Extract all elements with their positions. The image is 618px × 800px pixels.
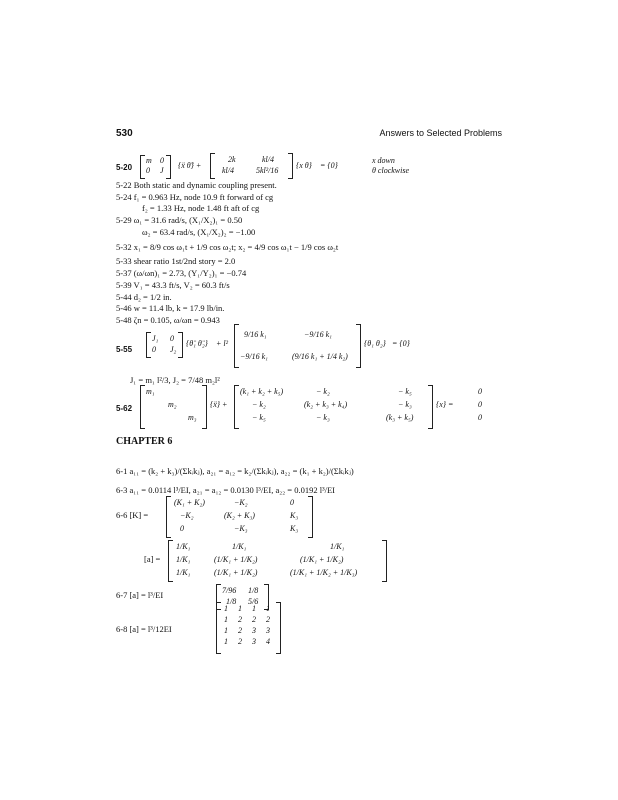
matrix-cell: 3 bbox=[266, 626, 270, 635]
bracket bbox=[382, 540, 387, 582]
bracket bbox=[140, 385, 145, 429]
bracket bbox=[288, 153, 293, 179]
running-title: Answers to Selected Problems bbox=[379, 128, 502, 138]
bracket bbox=[140, 155, 145, 179]
answer-5-29a: 5-29 ω₁ = 31.6 rad/s, (X₁/X₂)₁ = 0.50 bbox=[116, 215, 243, 225]
answer-5-37: 5-37 (ω/ωn)₁ = 2.73, (Y₁/Y₂)₁ = −0.74 bbox=[116, 268, 247, 278]
matrix-cell: K₃ bbox=[290, 524, 299, 533]
matrix-cell: − k₅ bbox=[398, 387, 412, 396]
matrix-cell: (k₂ + k₃ + k₄) bbox=[304, 400, 348, 409]
bracket bbox=[234, 324, 239, 368]
matrix-cell: 1 bbox=[224, 604, 228, 613]
matrix-cell: J bbox=[160, 166, 164, 175]
matrix-cell: 1/K₁ bbox=[232, 542, 247, 551]
matrix-cell: 1 bbox=[224, 626, 228, 635]
answer-5-39: 5-39 V₁ = 43.3 ft/s, V₂ = 60.3 ft/s bbox=[116, 280, 230, 290]
answer-5-32: 5-32 x₁ = 8/9 cos ω₁t + 1/9 cos ω₂t; x₂ = 4/9 cos ω₁t − 1/9 cos ω₂t bbox=[116, 242, 339, 252]
matrix-cell: −9/16 k₁ bbox=[304, 330, 332, 339]
rhs: = {0} bbox=[392, 339, 410, 348]
bracket bbox=[276, 602, 281, 654]
bracket bbox=[168, 540, 173, 582]
matrix-cell: J₁ bbox=[152, 334, 159, 343]
bracket bbox=[202, 385, 207, 429]
problem-5-20-label: 5-20 bbox=[116, 163, 133, 172]
bracket bbox=[428, 385, 433, 429]
matrix-cell: 2 bbox=[238, 615, 242, 624]
matrix-cell: K₃ bbox=[290, 511, 299, 520]
matrix-cell: 1/8 bbox=[226, 597, 237, 606]
matrix-cell: 2 bbox=[238, 637, 242, 646]
answer-6-6-a-label: [a] = bbox=[144, 554, 161, 564]
matrix-cell: (1/K₁ + 1/K₂) bbox=[214, 568, 258, 577]
matrix-cell: 0 bbox=[478, 400, 482, 409]
matrix-cell: 0 bbox=[478, 413, 482, 422]
bracket bbox=[216, 602, 221, 654]
matrix-cell: 5/6 bbox=[248, 597, 259, 606]
matrix-cell: 5kl²/16 bbox=[256, 166, 279, 175]
matrix-cell: 2 bbox=[238, 626, 242, 635]
answer-5-44: 5-44 d₂ = 1/2 in. bbox=[116, 292, 172, 302]
page-number: 530 bbox=[116, 128, 133, 139]
matrix-cell: − k₂ bbox=[316, 387, 330, 396]
note: x down bbox=[372, 156, 395, 165]
problem-5-55-label: 5-55 bbox=[116, 345, 133, 354]
matrix-cell: − k₃ bbox=[398, 400, 412, 409]
matrix-cell: (K₁ + K₂) bbox=[174, 498, 205, 507]
matrix-cell: (1/K₁ + 1/K₂) bbox=[300, 555, 344, 564]
answer-6-8-label: 6-8 [a] = l³/12EI bbox=[116, 624, 172, 634]
matrix-cell: 0 bbox=[160, 156, 164, 165]
bracket bbox=[166, 155, 171, 179]
answer-6-7-label: 6-7 [a] = l³/EI bbox=[116, 590, 164, 600]
matrix-cell: (k₁ + k₂ + k₅) bbox=[240, 387, 284, 396]
matrix-cell: J₂ bbox=[170, 345, 177, 354]
answer-5-55-j: J₁ = m₁ l²/3, J₂ = 7/48 m₂l² bbox=[130, 375, 220, 385]
matrix-cell: 0 bbox=[180, 524, 184, 533]
answer-5-48: 5-48 ζn = 0.105, ω/ωn = 0.943 bbox=[116, 315, 220, 325]
matrix-cell: − k₅ bbox=[252, 413, 266, 422]
matrix-cell: 1 bbox=[224, 637, 228, 646]
answer-6-3: 6-3 a₁₁ = 0.0114 l³/EI, a₂₁ = a₁₂ = 0.0130 l³/EI, a₂₂ = 0.0192 l³/EI bbox=[116, 485, 335, 495]
matrix-cell: (1/K₁ + 1/K₂) bbox=[214, 555, 258, 564]
page-header bbox=[116, 128, 502, 142]
bracket bbox=[146, 332, 151, 358]
matrix-cell: 0 bbox=[478, 387, 482, 396]
matrix-cell: kl/4 bbox=[222, 166, 234, 175]
answer-5-29b: ω₂ = 63.4 rad/s, (X₁/X₂)₂ = −1.00 bbox=[142, 227, 256, 237]
matrix-cell: (9/16 k₁ + 1/4 k₂) bbox=[292, 352, 348, 361]
matrix-cell: m₂ bbox=[168, 400, 177, 409]
matrix-cell: 7/96 bbox=[222, 586, 237, 595]
bracket bbox=[178, 332, 183, 358]
bracket bbox=[234, 385, 239, 429]
l-squared: + l² bbox=[216, 339, 229, 348]
matrix-cell: −K₂ bbox=[234, 498, 248, 507]
matrix-cell: (K₂ + K₃) bbox=[224, 511, 255, 520]
matrix-cell: 1 bbox=[238, 604, 242, 613]
answer-6-6-label: 6-6 [K] = bbox=[116, 510, 149, 520]
matrix-cell: 1 bbox=[224, 615, 228, 624]
matrix-cell: m₃ bbox=[188, 413, 197, 422]
matrix-cell: 1/K₁ bbox=[176, 542, 191, 551]
matrix-cell: 0 bbox=[152, 345, 156, 354]
note: θ clockwise bbox=[372, 166, 410, 175]
answer-5-24a: 5-24 f₁ = 0.963 Hz, node 10.9 ft forward of cg bbox=[116, 192, 274, 202]
matrix-cell: 2 bbox=[252, 615, 256, 624]
matrix-cell: 1/8 bbox=[248, 586, 259, 595]
matrix-cell: − k₃ bbox=[316, 413, 330, 422]
matrix-cell: (k₃ + k₅) bbox=[386, 413, 414, 422]
matrix-cell: 1 bbox=[252, 604, 256, 613]
matrix-cell: −K₃ bbox=[234, 524, 248, 533]
bracket bbox=[308, 496, 313, 538]
bracket bbox=[210, 153, 215, 179]
matrix-cell: − k₂ bbox=[252, 400, 266, 409]
chapter-heading: CHAPTER 6 bbox=[116, 436, 173, 447]
matrix-cell: 1 bbox=[266, 604, 270, 613]
rhs: = {0} bbox=[320, 161, 338, 170]
matrix-cell: 3 bbox=[252, 637, 256, 646]
matrix-cell: 0 bbox=[290, 498, 294, 507]
matrix-cell: 1/K₁ bbox=[176, 568, 191, 577]
matrix-cell: 4 bbox=[266, 637, 270, 646]
matrix-cell: m₁ bbox=[146, 387, 155, 396]
matrix-cell: 0 bbox=[146, 166, 150, 175]
answer-5-22: 5-22 Both static and dynamic coupling present. bbox=[116, 180, 277, 190]
matrix-cell: 3 bbox=[252, 626, 256, 635]
matrix-cell: 1/K₁ bbox=[176, 555, 191, 564]
matrix-cell: −9/16 k₁ bbox=[240, 352, 268, 361]
matrix-cell: −K₂ bbox=[180, 511, 194, 520]
answer-6-1: 6-1 a₁₁ = (k₂ + k₃)/(Σkᵢkⱼ), a₂₁ = a₁₂ = k₂/(Σkᵢkⱼ), a₂₂ = (k₁ + k₂)/(Σkᵢkⱼ) bbox=[116, 466, 354, 476]
matrix-cell: 0 bbox=[170, 334, 174, 343]
matrix-cell: 1/K₁ bbox=[330, 542, 345, 551]
answer-5-24b: f₂ = 1.33 Hz, node 1.48 ft aft of cg bbox=[142, 203, 260, 213]
answer-5-46: 5-46 w = 11.4 lb, k = 17.9 lb/in. bbox=[116, 303, 225, 313]
matrix-cell: kl/4 bbox=[262, 155, 274, 164]
problem-5-62-label: 5-62 bbox=[116, 404, 133, 413]
bracket bbox=[166, 496, 171, 538]
matrix-cell: 9/16 k₁ bbox=[244, 330, 267, 339]
bracket bbox=[356, 324, 361, 368]
matrix-cell: 2k bbox=[228, 155, 236, 164]
answer-5-33: 5-33 shear ratio 1st/2nd story = 2.0 bbox=[116, 256, 236, 266]
matrix-cell: m bbox=[146, 156, 152, 165]
matrix-cell: 2 bbox=[266, 615, 270, 624]
matrix-cell: (1/K₁ + 1/K₂ + 1/K₃) bbox=[290, 568, 358, 577]
